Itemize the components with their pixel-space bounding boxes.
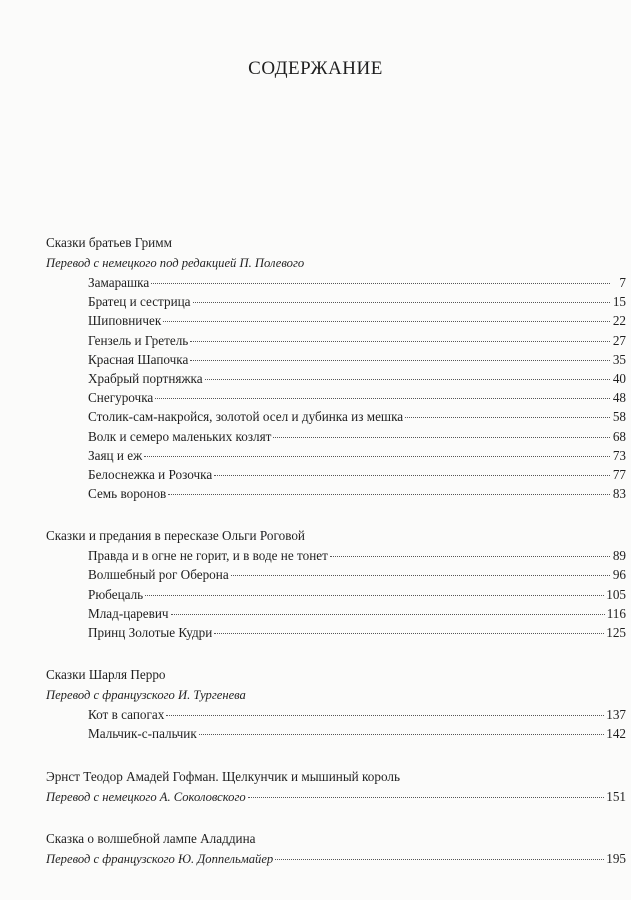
entry-page: 89: [612, 548, 626, 564]
entry-page: 58: [612, 409, 626, 425]
toc-entry[interactable]: [46, 427, 626, 446]
toc-entry[interactable]: [46, 565, 626, 584]
entry-page: 40: [612, 370, 626, 386]
dot-leader: [199, 734, 604, 735]
section-title: Сказки братьев Гримм: [46, 235, 172, 250]
toc-entry[interactable]: [46, 484, 626, 503]
dot-leader: [168, 494, 610, 495]
toc-entry[interactable]: [46, 604, 626, 623]
toc-entry[interactable]: [46, 350, 626, 369]
entry-title: Белоснежка и Розочка: [88, 466, 213, 482]
toc-section-hoffmann: [46, 766, 626, 806]
section-translator: Перевод с французского И. Тургенева: [46, 688, 246, 703]
dot-leader: [151, 283, 610, 284]
entry-title: Волшебный рог Оберона: [88, 567, 229, 583]
entry-page: 137: [606, 707, 626, 723]
entry-title: Красная Шапочка: [88, 351, 189, 367]
section-translator: Перевод с французского Ю. Доппельмайер: [46, 851, 274, 866]
dot-leader: [231, 575, 610, 576]
dot-leader: [275, 859, 604, 860]
section-title: Эрнст Теодор Амадей Гофман. Щелкунчик и мышиный король: [46, 768, 400, 784]
entry-title: Семь воронов: [88, 486, 167, 502]
dot-leader: [330, 556, 610, 557]
page-title: СОДЕРЖАНИЕ: [248, 58, 383, 79]
entry-title: Мальчик-с-пальчик: [88, 726, 197, 742]
toc-entry[interactable]: [46, 273, 626, 292]
dot-leader: [214, 475, 610, 476]
dot-leader: [144, 456, 610, 457]
section-translator: Перевод с немецкого А. Соколовского: [46, 789, 246, 804]
entry-page: 15: [612, 294, 626, 310]
entry-title: Храбрый портняжка: [88, 370, 203, 386]
dot-leader: [248, 797, 605, 798]
toc-entry[interactable]: [46, 623, 626, 642]
dot-leader: [190, 360, 610, 361]
toc-entry[interactable]: [46, 465, 626, 484]
entry-page: 142: [606, 726, 626, 742]
dot-leader: [163, 321, 610, 322]
section-translator: Перевод с немецкого под редакцией П. Полевого: [46, 256, 305, 270]
entry-title: Замарашка: [88, 275, 150, 290]
toc-entry[interactable]: [46, 311, 626, 330]
entry-title: Млад-царевич: [88, 605, 169, 621]
entry-page: 68: [612, 428, 626, 444]
entry-page: 48: [612, 390, 626, 406]
dot-leader: [190, 341, 610, 342]
toc-entry[interactable]: [46, 331, 626, 350]
entry-page: 77: [612, 466, 626, 482]
entry-page: 27: [612, 332, 626, 348]
section-title: Сказки Шарля Перро: [46, 667, 166, 683]
entry-title: Гензель и Гретель: [88, 332, 189, 348]
entry-page: 73: [612, 447, 626, 463]
entry-page: 151: [606, 788, 626, 804]
entry-title: Шиповничек: [88, 313, 162, 329]
entry-page: 125: [606, 625, 626, 640]
toc-entry[interactable]: [46, 407, 626, 426]
entry-title: Братец и сестрица: [88, 294, 191, 310]
entry-page: 116: [606, 605, 626, 621]
entry-title: Кот в сапогах: [88, 707, 165, 723]
toc-section-grimm: [46, 232, 626, 503]
toc-section-perrault: [46, 664, 626, 743]
entry-page: 96: [612, 567, 626, 583]
toc-entry[interactable]: [46, 388, 626, 407]
entry-page: 22: [612, 313, 626, 329]
entry-title: Рюбецаль: [88, 586, 144, 602]
dot-leader: [155, 398, 610, 399]
section-title: Сказки и предания в пересказе Ольги Роговой: [46, 528, 305, 544]
dot-leader: [273, 437, 610, 438]
dot-leader: [214, 633, 604, 634]
entry-title: Принц Золотые Кудри: [88, 625, 213, 640]
entry-page: 35: [612, 351, 626, 367]
entry-page: 105: [606, 586, 626, 602]
entry-page: 83: [612, 486, 626, 502]
entry-title: Снегурочка: [88, 390, 154, 406]
table-of-contents: [46, 232, 626, 890]
entry-title: Столик-сам-накройся, золотой осел и дубинка из мешка: [88, 409, 404, 425]
toc-entry[interactable]: [46, 369, 626, 388]
toc-entry[interactable]: [46, 787, 626, 806]
dot-leader: [145, 595, 604, 596]
toc-entry[interactable]: [46, 546, 626, 565]
dot-leader: [171, 614, 605, 615]
toc-entry[interactable]: [46, 446, 626, 465]
toc-entry[interactable]: [46, 705, 626, 724]
toc-section-rogova: [46, 525, 626, 642]
entry-page: 195: [606, 850, 626, 866]
dot-leader: [205, 379, 610, 380]
section-title: Сказка о волшебной лампе Аладдина: [46, 830, 256, 846]
entry-title: Правда и в огне не горит, и в воде не тонет: [88, 548, 328, 564]
entry-page: 7: [619, 275, 626, 290]
toc-entry[interactable]: [46, 585, 626, 604]
toc-entry[interactable]: [46, 292, 626, 311]
entry-title: Волк и семеро маленьких козлят: [88, 428, 272, 444]
dot-leader: [166, 715, 604, 716]
entry-title: Заяц и еж: [88, 447, 143, 463]
toc-entry[interactable]: [46, 849, 626, 868]
toc-entry[interactable]: [46, 724, 626, 743]
dot-leader: [193, 302, 610, 303]
dot-leader: [405, 417, 610, 418]
toc-section-aladdin: [46, 828, 626, 868]
